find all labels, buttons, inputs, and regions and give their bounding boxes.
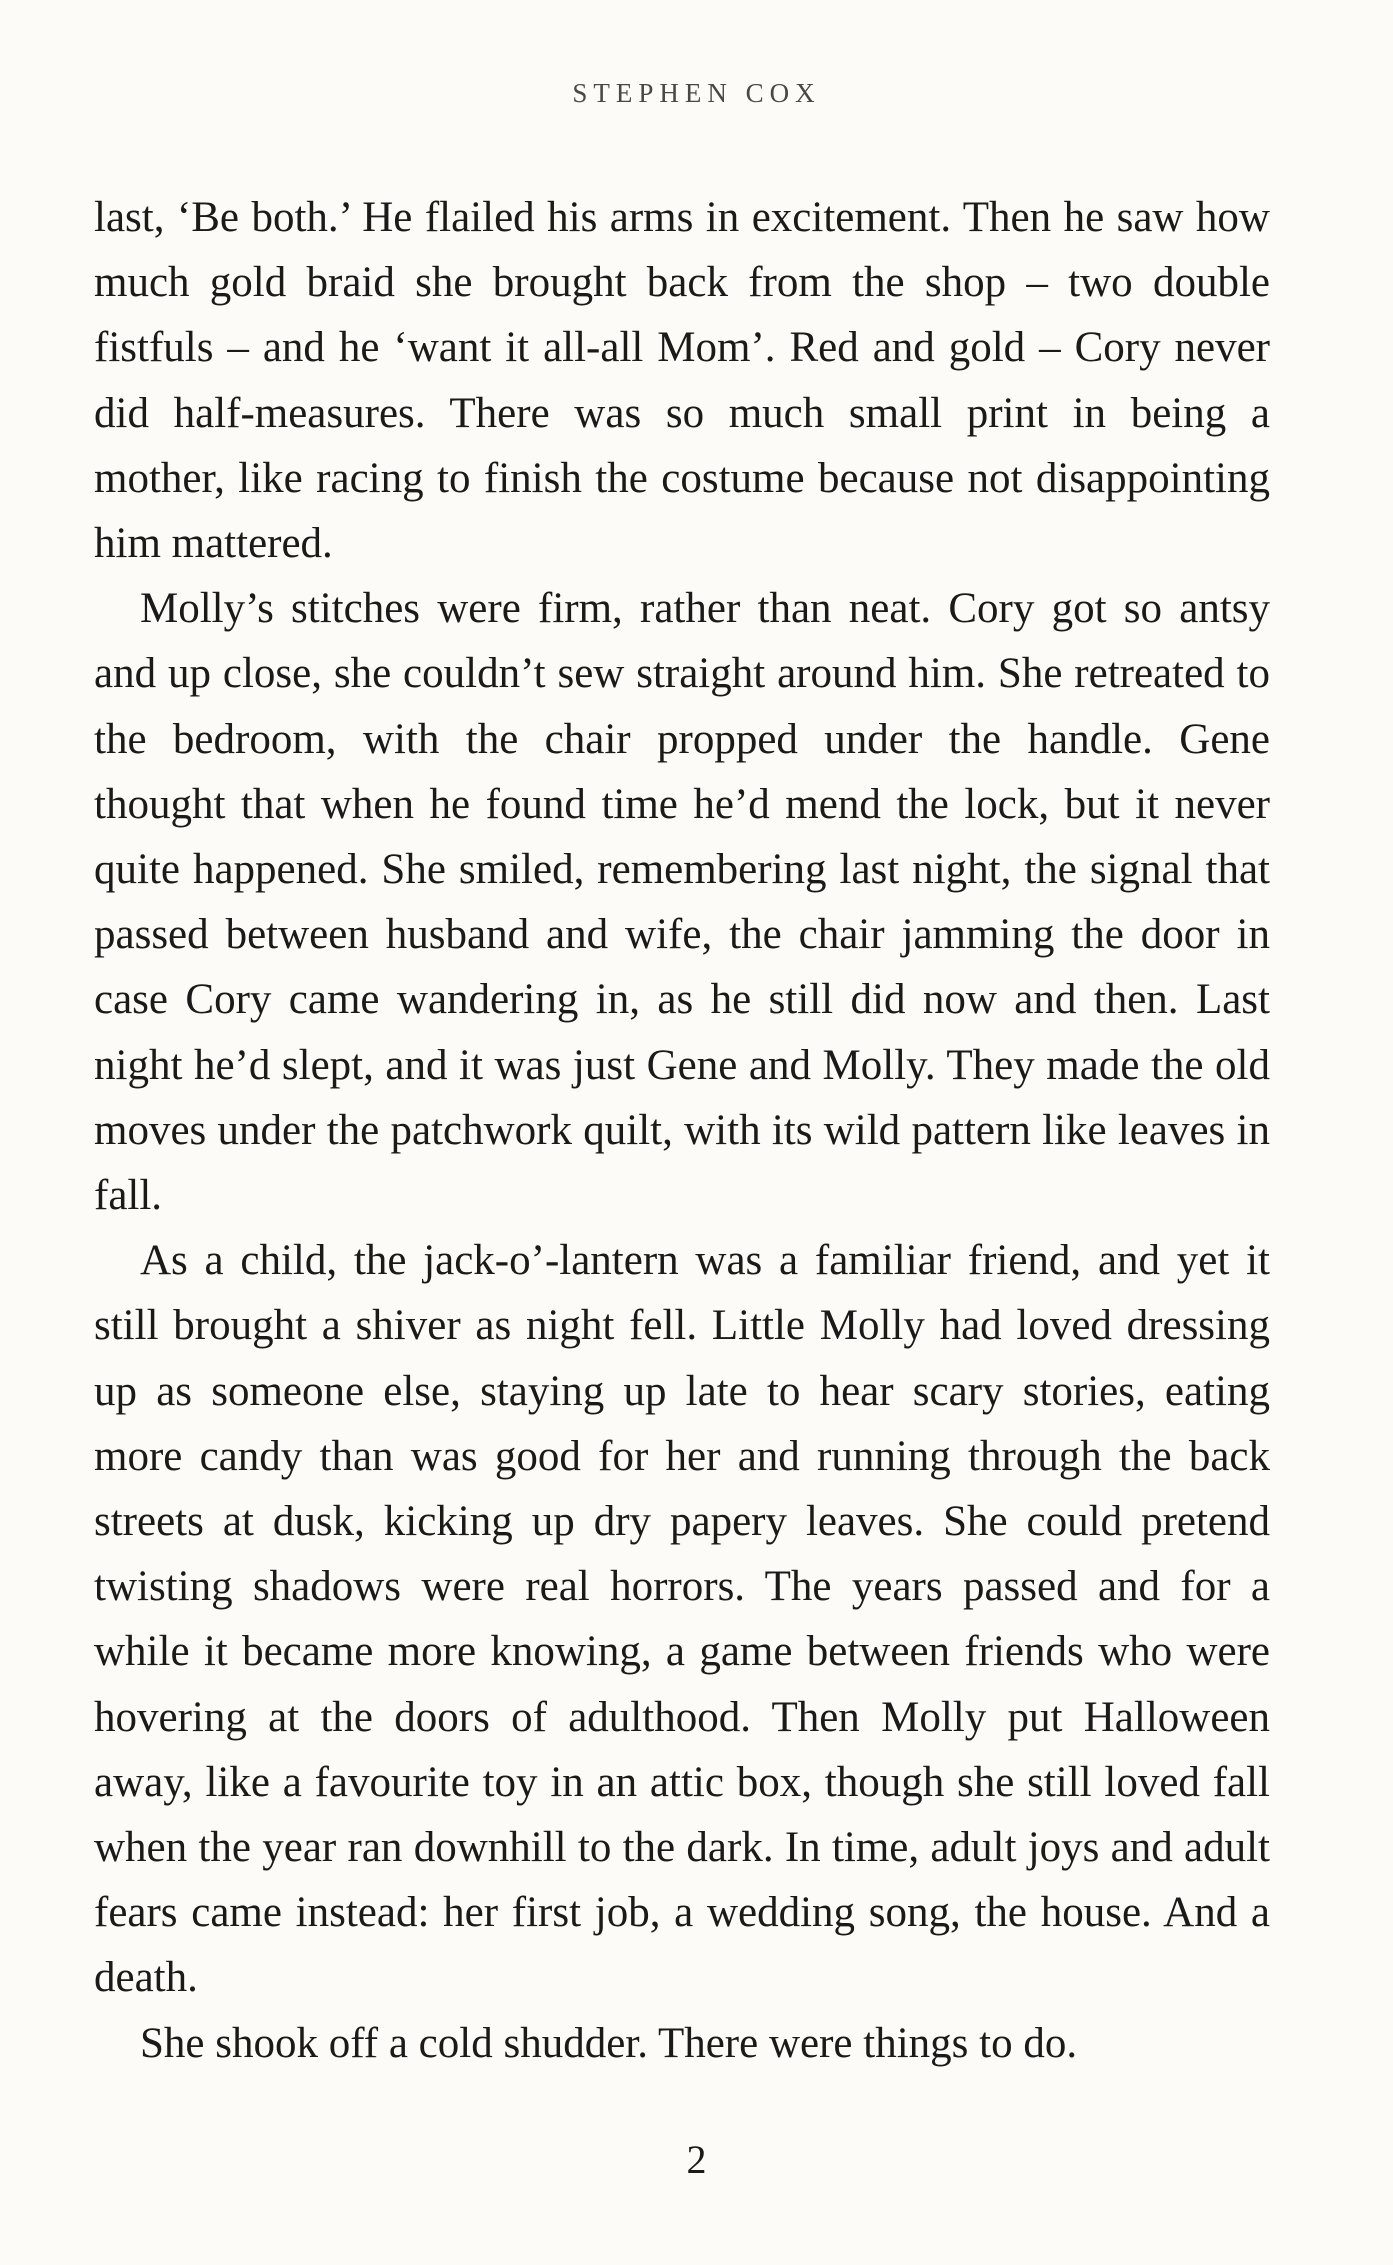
page-number: 2: [686, 2137, 707, 2182]
paragraph-4: She shook off a cold shudder. There were things to do.: [140, 2019, 1078, 2067]
paragraph-3: As a child, the jack-o’-lantern was a familiar friend, and yet it still brought a shiver as night fell. Little Molly had loved dressing up as someone else, staying up late to hear scary stories, eating more candy than was good for her and running through the back streets at dusk, kicking up dry papery leaves. She could pretend twisting shadows were real horrors. The years passed and for a while it became more knowing, a game between friends who were hovering at the doors of adulthood. Then Molly put Halloween away, like a favourite toy in an attic box, though she still loved fall when the year ran downhill to the dark. In time, adult joys and adult fears came instead: her first job, a wedding song, the house. And a death.: [94, 1237, 1270, 2002]
body-text: [94, 185, 1270, 2076]
paragraph-1: last, ‘Be both.’ He flailed his arms in excitement. Then he saw how much gold braid she brought back from the shop – two double fistfuls – and he ‘want it all-all Mom’. Red and gold – Cory never did half-measures. There was so much small print in being a mother, like racing to finish the costume because not disappointing him mattered.: [94, 194, 1270, 568]
paragraph-2: Molly’s stitches were firm, rather than neat. Cory got so antsy and up close, she couldn’t sew straight around him. She retreated to the bedroom, with the chair propped under the handle. Gene thought that when he found time he’d mend the lock, but it never quite happened. She smiled, remembering last night, the signal that passed between husband and wife, the chair jamming the door in case Cory came wandering in, as he still did now and then. Last night he’d slept, and it was just Gene and Molly. They made the old moves under the patchwork quilt, with its wild pattern like leaves in fall.: [94, 585, 1270, 1220]
running-head-author: STEPHEN COX: [572, 78, 821, 108]
